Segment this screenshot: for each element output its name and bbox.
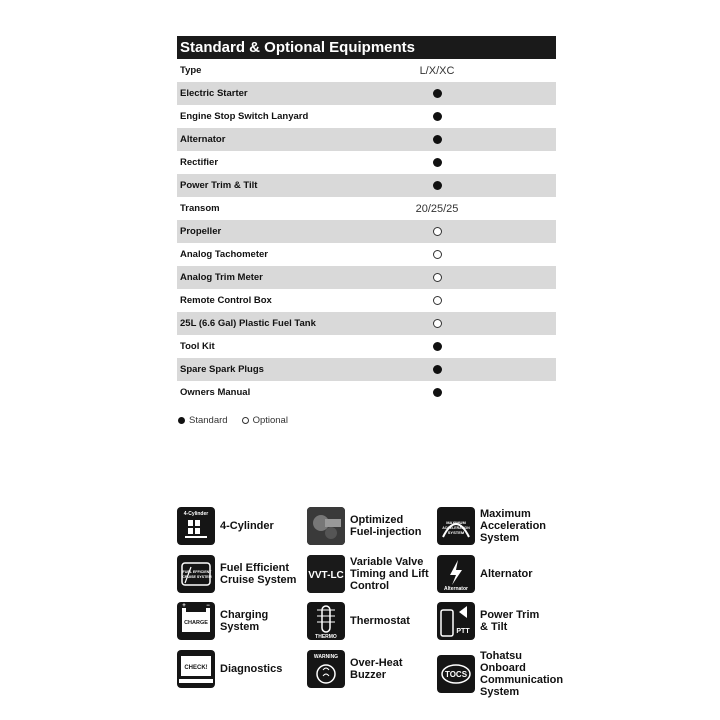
equipment-table <box>177 59 556 404</box>
row-label: Engine Stop Switch Lanyard <box>180 111 309 122</box>
svg-text:TOCS: TOCS <box>444 670 468 679</box>
feature-label-line: Optimized <box>350 514 404 526</box>
row-mark <box>377 273 497 282</box>
svg-text:4-Cylinder: 4-Cylinder <box>183 511 209 517</box>
feature-label <box>350 657 403 681</box>
row-value: L/X/XC <box>419 64 455 77</box>
legend-standard-label: Standard <box>189 415 228 426</box>
row-mark <box>377 365 497 374</box>
feature-label <box>480 508 546 544</box>
table-row <box>177 197 556 220</box>
row-label: Owners Manual <box>180 387 251 398</box>
table-row <box>177 174 556 197</box>
table-row <box>177 243 556 266</box>
row-label: Analog Tachometer <box>180 249 268 260</box>
svg-text:Alternator: Alternator <box>444 586 468 592</box>
open-dot-icon <box>242 417 249 424</box>
row-label: Electric Starter <box>180 88 248 99</box>
feature-label-line: Thermostat <box>350 615 410 627</box>
open-dot-icon <box>433 250 442 259</box>
table-row <box>177 358 556 381</box>
table-row <box>177 312 556 335</box>
feature-item <box>177 650 282 688</box>
filled-dot-icon <box>433 89 442 98</box>
row-label: Analog Trim Meter <box>180 272 263 283</box>
sheet-title: Standard & Optional Equipments <box>177 36 556 59</box>
table-row <box>177 82 556 105</box>
row-mark <box>377 181 497 190</box>
table-row <box>177 220 556 243</box>
feature-label-line: Acceleration <box>480 520 547 532</box>
feature-item <box>437 602 539 640</box>
four-cylinder-icon <box>177 507 215 545</box>
feature-label-line: Fuel-injection <box>350 526 422 538</box>
feature-label-line: Cruise System <box>220 574 297 586</box>
feature-label-line: & Tilt <box>480 621 508 633</box>
legend-optional-label: Optional <box>252 415 288 426</box>
filled-dot-icon <box>433 365 442 374</box>
power-trim-icon <box>437 602 475 640</box>
feature-item <box>437 507 546 545</box>
row-label: Spare Spark Plugs <box>180 364 264 375</box>
feature-item <box>307 507 422 545</box>
row-label: Power Trim & Tilt <box>180 180 258 191</box>
feature-label-line: Variable Valve <box>350 556 424 568</box>
vvt-icon <box>307 555 345 593</box>
row-value: 20/25/25 <box>415 202 459 215</box>
feature-label <box>220 609 268 633</box>
row-mark <box>377 296 497 305</box>
alternator-icon <box>437 555 475 593</box>
filled-dot-icon <box>433 112 442 121</box>
row-label: Rectifier <box>180 157 219 168</box>
acceleration-icon <box>437 507 475 545</box>
row-label: Transom <box>180 203 220 214</box>
svg-text:MAXIMUM: MAXIMUM <box>446 520 466 525</box>
row-mark <box>377 388 497 397</box>
feature-label-line: Timing and Lift <box>350 568 429 580</box>
feature-label-line: Over-Heat <box>350 657 403 669</box>
table-row <box>177 151 556 174</box>
legend-optional <box>242 415 288 426</box>
tocs-icon <box>437 655 475 693</box>
svg-text:THERMO: THERMO <box>315 634 337 640</box>
thermostat-icon <box>307 602 345 640</box>
feature-item <box>177 507 274 545</box>
table-row <box>177 128 556 151</box>
row-label: Remote Control Box <box>180 295 272 306</box>
legend-standard <box>178 415 228 426</box>
feature-label-line: Diagnostics <box>220 663 283 675</box>
svg-text:+: + <box>182 603 186 609</box>
svg-text:−: − <box>206 603 210 609</box>
feature-label-line: System <box>480 532 520 544</box>
filled-dot-icon <box>433 342 442 351</box>
feature-item <box>307 555 429 593</box>
row-mark <box>377 89 497 98</box>
feature-label <box>350 556 429 592</box>
row-mark <box>377 227 497 236</box>
row-label: Propeller <box>180 226 222 237</box>
feature-label <box>220 520 274 532</box>
feature-label <box>480 568 533 580</box>
row-label: Type <box>180 65 202 76</box>
filled-dot-icon <box>433 158 442 167</box>
feature-label <box>480 650 567 698</box>
feature-item <box>307 602 410 640</box>
open-dot-icon <box>433 227 442 236</box>
feature-label-line: Power Trim <box>480 609 540 621</box>
feature-label-line: Communication <box>480 674 564 686</box>
feature-label <box>350 514 422 538</box>
row-mark <box>377 342 497 351</box>
feature-item <box>437 555 533 593</box>
feature-label <box>220 663 282 675</box>
feature-label-line: 4-Cylinder <box>220 520 274 532</box>
table-row <box>177 289 556 312</box>
svg-text:PTT: PTT <box>456 628 470 635</box>
svg-text:CRUISE SYSTEM: CRUISE SYSTEM <box>182 575 212 579</box>
feature-label-line: System <box>480 686 520 698</box>
svg-text:CHARGE: CHARGE <box>184 620 208 626</box>
feature-item <box>177 555 296 593</box>
row-label: Tool Kit <box>180 341 215 352</box>
feature-label-line: Alternator <box>480 568 533 580</box>
filled-dot-icon <box>178 417 185 424</box>
feature-label <box>220 562 296 586</box>
svg-text:SYSTEM: SYSTEM <box>447 530 465 535</box>
open-dot-icon <box>433 319 442 328</box>
feature-label-line: Buzzer <box>350 669 387 681</box>
svg-text:FUEL EFFICIENT: FUEL EFFICIENT <box>182 570 212 574</box>
feature-label-line: Fuel Efficient <box>220 562 290 574</box>
cruise-icon <box>177 555 215 593</box>
filled-dot-icon <box>433 388 442 397</box>
svg-text:CHECK!: CHECK! <box>184 665 208 671</box>
feature-label-line: Charging <box>220 609 269 621</box>
filled-dot-icon <box>433 181 442 190</box>
equipment-sheet <box>177 36 556 426</box>
table-row <box>177 105 556 128</box>
open-dot-icon <box>433 296 442 305</box>
feature-item <box>177 602 268 640</box>
legend <box>177 415 556 426</box>
feature-label-line: System <box>220 621 260 633</box>
svg-text:WARNING: WARNING <box>313 654 339 660</box>
table-row <box>177 335 556 358</box>
diagnostics-icon <box>177 650 215 688</box>
open-dot-icon <box>433 273 442 282</box>
feature-item <box>307 650 403 688</box>
svg-text:VVT-LC: VVT-LC <box>308 570 344 581</box>
svg-text:ACCELERATION: ACCELERATION <box>442 526 470 530</box>
row-mark <box>377 135 497 144</box>
feature-label <box>350 615 410 627</box>
row-label: 25L (6.6 Gal) Plastic Fuel Tank <box>180 318 316 329</box>
filled-dot-icon <box>433 135 442 144</box>
row-mark <box>377 319 497 328</box>
row-mark <box>377 112 497 121</box>
feature-label-line: Tohatsu Onboard <box>480 650 526 674</box>
table-row <box>177 381 556 404</box>
feature-item <box>437 650 567 698</box>
feature-label <box>480 609 539 633</box>
charging-icon <box>177 602 215 640</box>
feature-label-line: Control <box>350 580 390 592</box>
fuel-injection-icon <box>307 507 345 545</box>
feature-label-line: Maximum <box>480 508 531 520</box>
row-label: Alternator <box>180 134 226 145</box>
table-row <box>177 59 556 82</box>
overheat-icon <box>307 650 345 688</box>
row-mark <box>377 158 497 167</box>
table-row <box>177 266 556 289</box>
row-mark <box>377 250 497 259</box>
